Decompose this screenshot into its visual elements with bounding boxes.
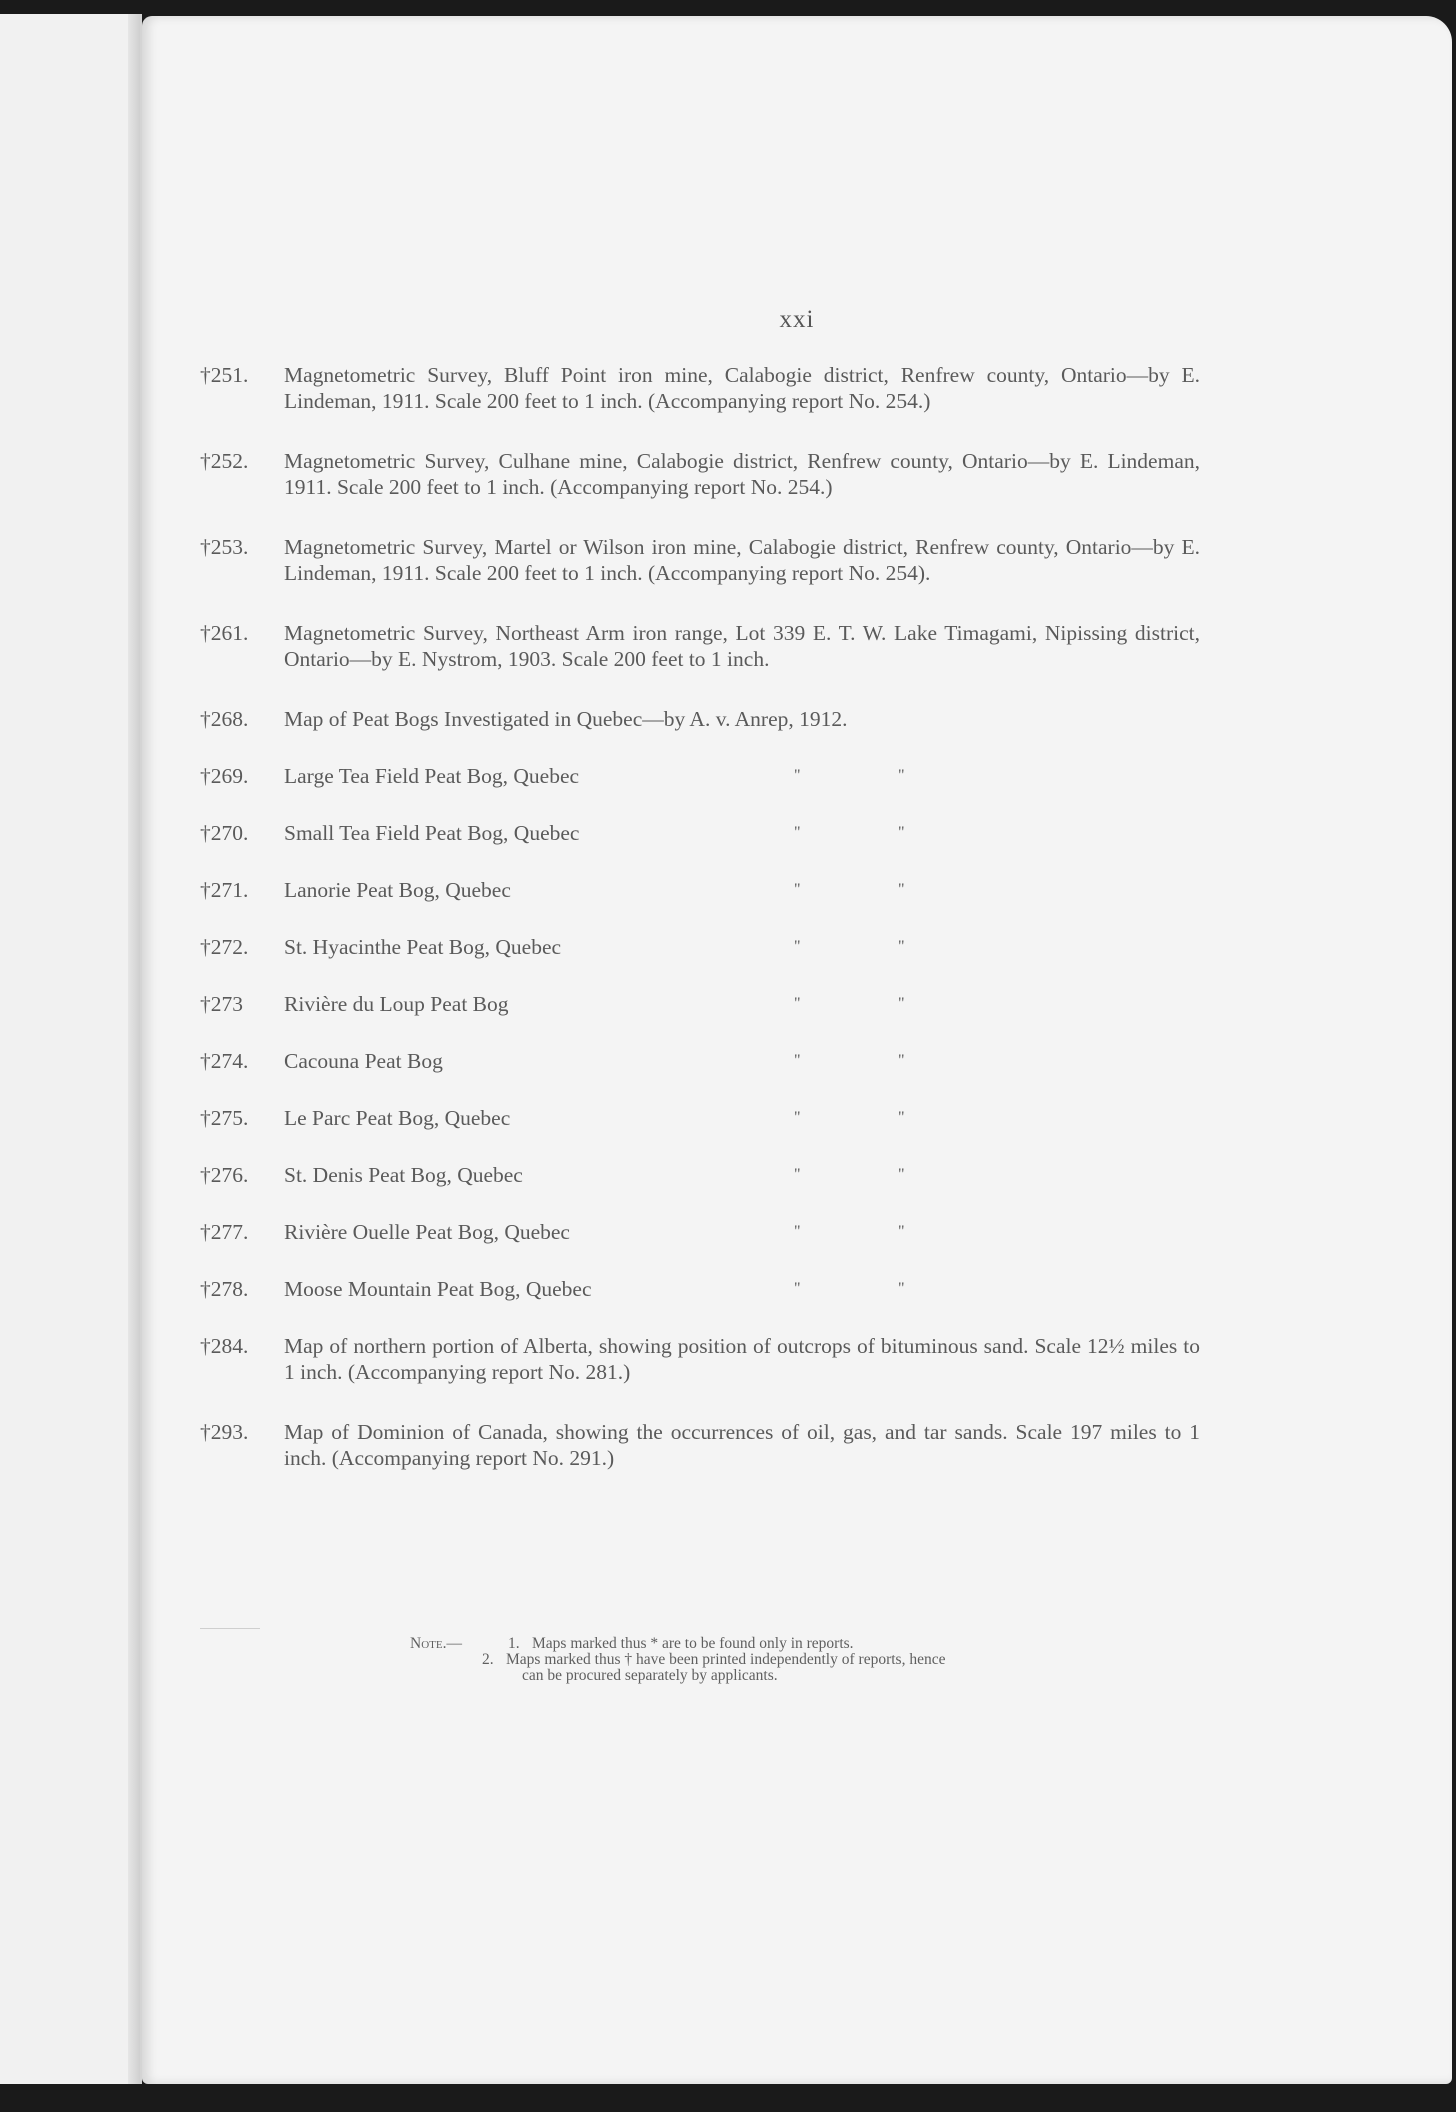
list-item — [200, 362, 1200, 414]
footnote — [482, 1652, 1155, 1684]
note-label: Note.— — [410, 1635, 462, 1652]
ditto-mark: " — [898, 1052, 905, 1069]
map-title: Large Tea Field Peat Bog, Quebec — [284, 764, 580, 788]
list-item — [200, 763, 1200, 789]
map-description: Magnetometric Survey, Culhane mine, Calabogie district, Renfrew county, Ontario—by E. Lindeman, 1911. Scale 200 feet to 1 inch. (Accompanying report No. 254.) — [284, 449, 1200, 499]
list-item — [200, 820, 1200, 846]
ditto-mark: " — [898, 938, 905, 955]
ditto-mark: " — [794, 1109, 801, 1126]
ditto-mark: " — [898, 1109, 905, 1126]
ditto-mark: " — [898, 1166, 905, 1183]
ditto-mark: " — [794, 1223, 801, 1240]
map-number: †269. — [200, 764, 249, 788]
map-number: †275. — [200, 1106, 249, 1130]
ditto-mark: " — [794, 824, 801, 841]
map-number: †253. — [200, 535, 249, 559]
map-title: St. Denis Peat Bog, Quebec — [284, 1163, 523, 1187]
page-fold — [128, 14, 140, 2084]
note-text-continuation: can be procured separately by applicants. — [522, 1667, 778, 1684]
list-item — [200, 1419, 1200, 1471]
list-item — [200, 934, 1200, 960]
map-number: †261. — [200, 621, 249, 645]
map-number: †271. — [200, 878, 249, 902]
ditto-mark: " — [898, 824, 905, 841]
map-number: †293. — [200, 1420, 249, 1444]
map-title: St. Hyacinthe Peat Bog, Quebec — [284, 935, 562, 959]
list-item — [200, 991, 1200, 1017]
map-description: Map of northern portion of Alberta, showing position of outcrops of bituminous sand. Scale 12½ miles to 1 inch. (Accompanying report No. 281.) — [284, 1334, 1200, 1384]
footnote — [410, 1636, 1155, 1652]
map-number: †252. — [200, 449, 249, 473]
map-number: †273 — [200, 992, 243, 1016]
map-description: Map of Peat Bogs Investigated in Quebec—by A. v. Anrep, 1912. — [284, 707, 848, 731]
list-item — [200, 1105, 1200, 1131]
list-item — [200, 706, 1200, 732]
list-item — [200, 534, 1200, 586]
map-title: Rivière Ouelle Peat Bog, Quebec — [284, 1220, 570, 1244]
ditto-mark: " — [898, 1280, 905, 1297]
map-description: Magnetometric Survey, Northeast Arm iron range, Lot 339 E. T. W. Lake Timagami, Nipissing district, Ontario—by E. Nystrom, 1903. Scale 200 feet to 1 inch. — [284, 621, 1200, 671]
ditto-mark: " — [898, 767, 905, 784]
ditto-mark: " — [794, 1052, 801, 1069]
map-number: †268. — [200, 707, 249, 731]
list-item — [200, 1276, 1200, 1302]
page-number: xxi — [779, 306, 815, 333]
list-item — [200, 1048, 1200, 1074]
ditto-mark: " — [794, 881, 801, 898]
footnote-divider — [200, 1628, 260, 1629]
ditto-mark: " — [898, 1223, 905, 1240]
map-title: Rivière du Loup Peat Bog — [284, 992, 509, 1016]
list-item — [200, 620, 1200, 672]
map-description: Magnetometric Survey, Martel or Wilson iron mine, Calabogie district, Renfrew county, Ontario—by E. Lindeman, 1911. Scale 200 feet to 1 inch. (Accompanying report No. 254). — [284, 535, 1200, 585]
list-item — [200, 448, 1200, 500]
map-number: †277. — [200, 1220, 249, 1244]
map-description: Magnetometric Survey, Bluff Point iron mine, Calabogie district, Renfrew county, Ontario—by E. Lindeman, 1911. Scale 200 feet to 1 inch. (Accompanying report No. 254.) — [284, 363, 1200, 413]
map-title: Small Tea Field Peat Bog, Quebec — [284, 821, 580, 845]
ditto-mark: " — [794, 938, 801, 955]
map-number: †272. — [200, 935, 249, 959]
map-description: Map of Dominion of Canada, showing the occurrences of oil, gas, and tar sands. Scale 197 miles to 1 inch. (Accompanying report No. 291.) — [284, 1420, 1200, 1470]
ditto-mark: " — [898, 995, 905, 1012]
map-number: †270. — [200, 821, 249, 845]
map-number: †251. — [200, 363, 249, 387]
ditto-mark: " — [898, 881, 905, 898]
note-text: Maps marked thus * are to be found only in reports. — [532, 1635, 854, 1652]
note-number: 2. — [482, 1651, 494, 1668]
facing-page-edge — [0, 14, 142, 2084]
ditto-mark: " — [794, 767, 801, 784]
ditto-mark: " — [794, 1166, 801, 1183]
map-number: †276. — [200, 1163, 249, 1187]
map-title: Lanorie Peat Bog, Quebec — [284, 878, 511, 902]
ditto-mark: " — [794, 995, 801, 1012]
list-item — [200, 877, 1200, 903]
footnotes — [410, 1636, 1155, 1684]
note-text: Maps marked thus † have been printed independently of reports, hence — [506, 1651, 946, 1668]
note-number: 1. — [508, 1635, 520, 1652]
map-title: Moose Mountain Peat Bog, Quebec — [284, 1277, 592, 1301]
list-item — [200, 1219, 1200, 1245]
map-title: Cacouna Peat Bog — [284, 1049, 443, 1073]
map-number: †278. — [200, 1277, 249, 1301]
list-item — [200, 1162, 1200, 1188]
list-item — [200, 1333, 1200, 1385]
ditto-mark: " — [794, 1280, 801, 1297]
map-number: †284. — [200, 1334, 249, 1358]
map-number: †274. — [200, 1049, 249, 1073]
map-list — [200, 362, 1200, 1505]
map-title: Le Parc Peat Bog, Quebec — [284, 1106, 511, 1130]
